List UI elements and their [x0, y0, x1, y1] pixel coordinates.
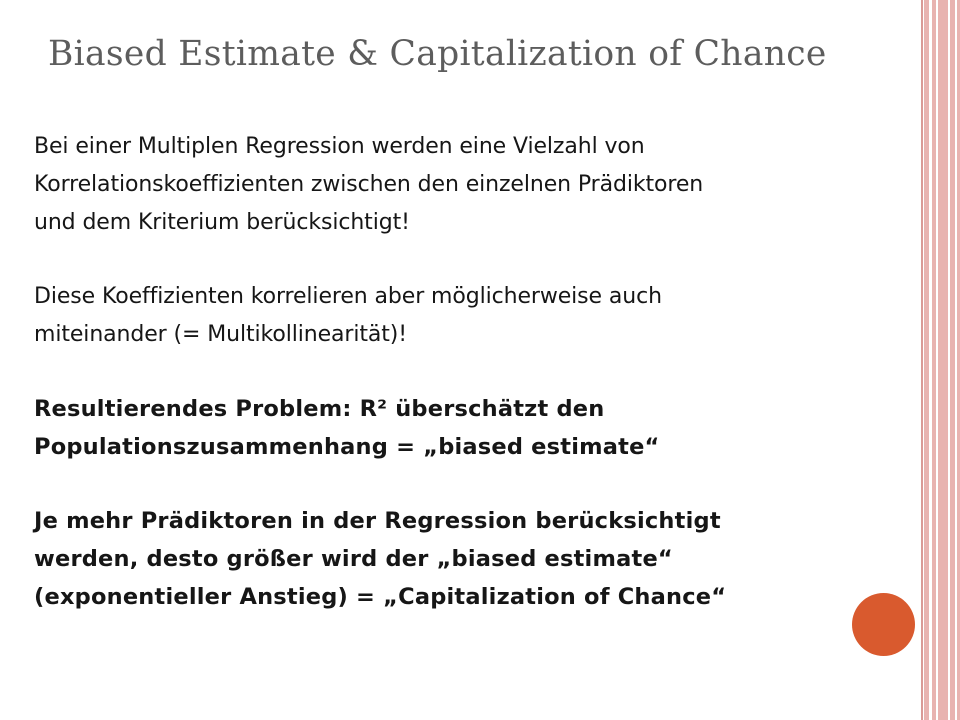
paragraph-line: Diese Koeffizienten korrelieren aber möglicherweise auch [34, 284, 662, 309]
slide-content [34, 128, 914, 652]
paragraph-line: Korrelationskoeffizienten zwischen den einzelnen Prädiktoren [34, 172, 704, 197]
decorative-stripe-line [948, 0, 950, 720]
paragraph-multicollinearity [34, 278, 914, 354]
decorative-stripe-edge [921, 0, 923, 720]
paragraph-line: werden, desto größer wird der „biased estimate“ [34, 546, 673, 572]
paragraph-line: und dem Kriterium berücksichtigt! [34, 210, 410, 235]
decorative-stripe-line [955, 0, 957, 720]
paragraph-resulting-problem [34, 390, 914, 466]
paragraph-line: miteinander (= Multikollinearität)! [34, 322, 408, 347]
decorative-stripe-line [936, 0, 938, 720]
decorative-circle [852, 593, 915, 656]
paragraph-line: (exponentieller Anstieg) = „Capitalization of Chance“ [34, 584, 727, 610]
paragraph-capitalization-of-chance [34, 502, 914, 616]
paragraph-line: Resultierendes Problem: R² überschätzt den [34, 396, 605, 422]
paragraph-line: Je mehr Prädiktoren in der Regression berücksichtigt [34, 508, 721, 534]
paragraph-line: Bei einer Multiplen Regression werden eine Vielzahl von [34, 134, 645, 159]
decorative-stripe-line [929, 0, 932, 720]
paragraph-multiple-regression [34, 128, 914, 242]
paragraph-line: Populationszusammenhang = „biased estimate“ [34, 434, 660, 460]
slide-title: Biased Estimate & Capitalization of Chance [48, 34, 827, 74]
